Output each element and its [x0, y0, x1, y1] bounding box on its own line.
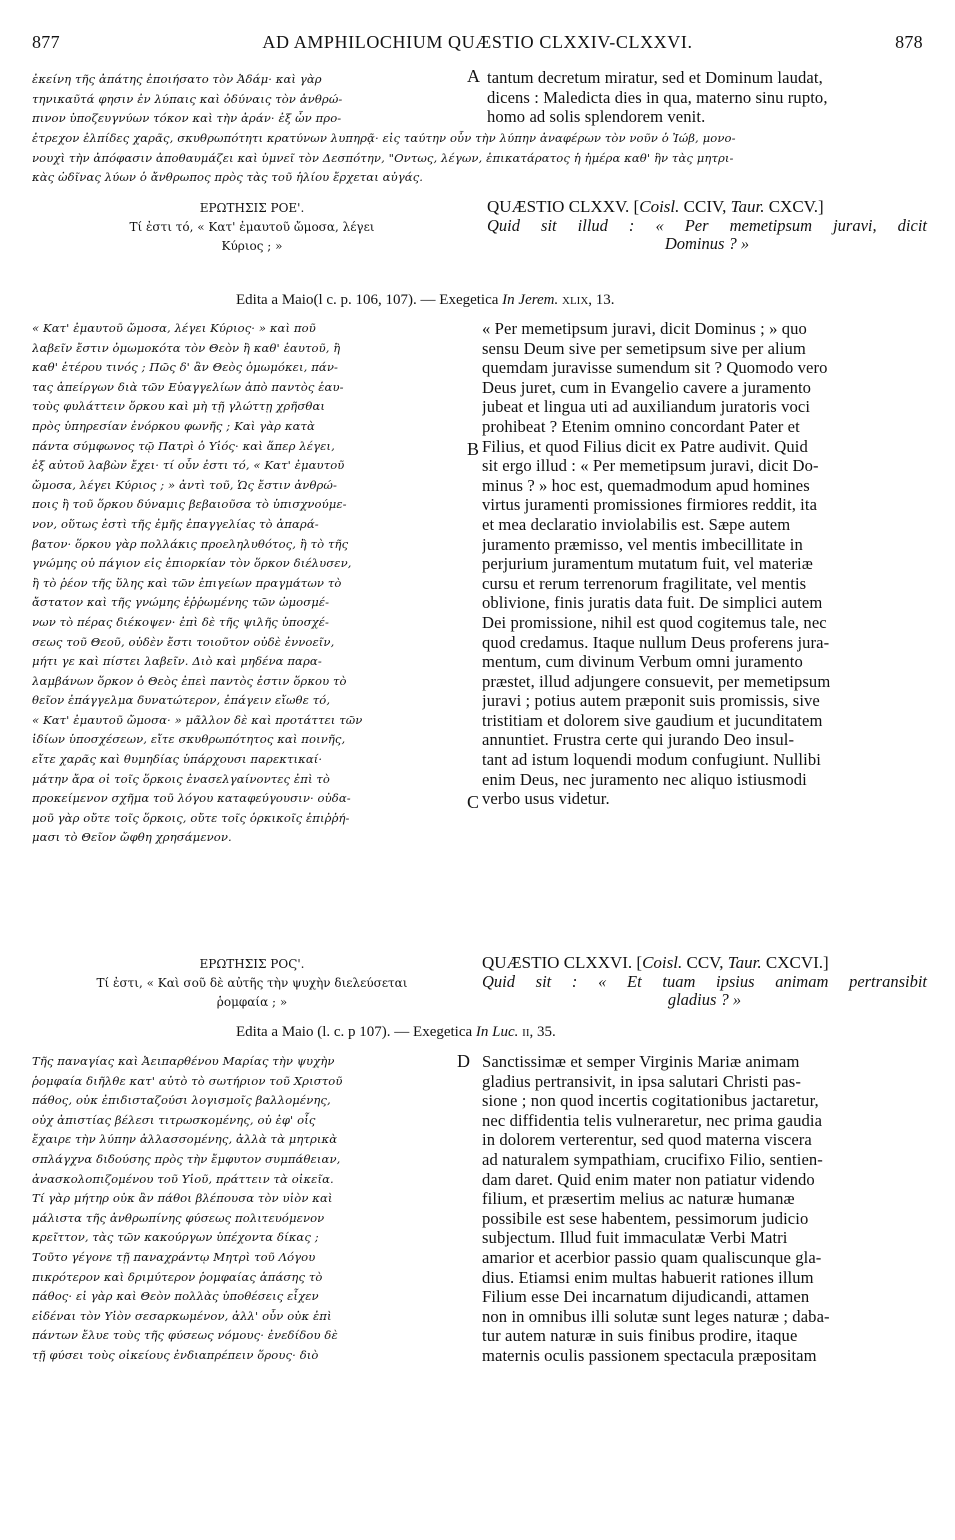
text-line: sit ergo illud : « Per memetipsum juravi, dicit Do-	[482, 456, 819, 476]
text-line: jubeat et lingua uti ad auxiliandum juratoris voci	[482, 397, 811, 417]
q175-latin-body	[482, 319, 927, 809]
text-line: homo ad solis splendorem venit.	[487, 107, 706, 127]
text-line: oblivione, finis juratis data fuit. De simplici autem	[482, 593, 823, 613]
text-line: μάλιστα τῆς ἀνθρωπίνης φύσεως πολιτευόμενον	[32, 1210, 325, 1225]
text-line: in dolorem verterentur, sed quod materna viscera	[482, 1130, 812, 1150]
text-line: sensu Deum sive per semetipsum sive per alium	[482, 338, 806, 358]
text-line: βατον· ὅρκου γὰρ πολλάκις προεληλυθότος, ἢ τὸ τῆς	[32, 536, 349, 551]
text-line: quemdam juravisse sumendum sit ? Quomodo vero	[482, 358, 828, 378]
text-line: « Κατ' ἐμαυτοῦ ὤμοσα, λέγει Κύριος· » καὶ ποῦ	[32, 321, 316, 335]
q176-latin-heading-block	[482, 953, 927, 1009]
text-line: præstet, illud adjungere consuevit, per memetipsum	[482, 671, 831, 691]
text-line: τας ἀπείργων διὰ τῶν Εὐαγγελίων ἀπὸ παντὸς ἑαυ-	[32, 379, 344, 394]
text-line: νων τὸ πέρας διέκοψεν· ἐπὶ δὲ τῆς ψιλῆς ὑποσχέ-	[32, 614, 330, 629]
running-title: AD AMPHILOCHIUM QUÆSTIO CLXXIV-CLXXVI.	[262, 32, 693, 52]
left-page-number: 877	[32, 32, 60, 52]
q176-edition-note: Edita a Maio (l. c. p 107). — Exegetica In Luc. ii, 35.	[236, 1024, 556, 1040]
latin-question-text: Dominus ? »	[664, 234, 750, 253]
text-line: Filius, et quod Filius dicit ex Patre audivit. Quid	[482, 436, 808, 456]
text-line: τοὺς φυλάττειν ὅρκου καὶ μὴ τῇ γλώττῃ χρῆσθαι	[32, 399, 326, 414]
q176-greek-body	[32, 1052, 470, 1366]
greek-question-text: ῥομφαία ; »	[216, 995, 288, 1009]
q175-greek-heading-block	[32, 199, 472, 256]
q176-latin-body	[482, 1052, 927, 1366]
text-line: enim Deus, nec juramento nec aliquo istiusmodi	[482, 769, 807, 789]
text-line: εἴτε χαρᾶς καὶ θυμηδίας ὑπάρχουσι παρεκτικαί·	[32, 752, 323, 767]
text-line: non in omnibus illi solutæ sunt leges naturæ ; daba-	[482, 1306, 830, 1326]
text-line: ἐτρεχον ἐλπίδες χαρᾶς, σκυθρωπότητι κρατύνων λυπηρᾷ· εἰς ταύτην οὖν τὴν λύπην ἀναφέρων τὸν νοῦν ὁ Ἰώβ, μονο-	[32, 131, 736, 145]
text-line: Deus juret, cum in Evangelio cavere a juramento	[482, 377, 812, 397]
text-line: πάθος, οὐκ ἐπιδισταζούσι λογισμοῖς βαλλομένης,	[32, 1093, 331, 1108]
latin-question-text: gladius ? »	[667, 990, 742, 1009]
greek-question-text: Κύριος ; »	[221, 239, 283, 253]
text-line: Τῆς παναγίας καὶ Ἀειπαρθένου Μαρίας τὴν ψυχὴν	[32, 1054, 335, 1068]
text-line: juravi ; potius autem præponit suis promissis, sive	[482, 691, 820, 711]
top-greek-column	[32, 70, 470, 129]
text-line: ποις ἢ τοῦ ὅρκου δύναμις βεβαιοῦσα τὸ ὑπισχνούμε-	[32, 497, 347, 512]
text-line: minus ? » hoc est, quemadmodum apud homines	[482, 475, 810, 495]
text-line: sione ; non quod incertis cogitationibus jactaretur,	[482, 1091, 819, 1111]
text-line: prohibeat ? Etenim omnino concordant Pater et	[482, 416, 800, 436]
running-header	[32, 32, 923, 58]
greek-question-text: Τί ἐστι τό, « Κατ' ἐμαυτοῦ ὤμοσα, λέγει	[129, 220, 375, 234]
text-line: ἄστατον καὶ τῆς γνώμης ἐῤῥωμένης τῶν ὠμοσμέ-	[32, 595, 330, 610]
text-line: tantum decretum miratur, sed et Dominum laudat,	[487, 68, 823, 87]
text-line: Τί γὰρ μήτηρ οὐκ ἂν πάθοι βλέπουσα τὸν υἱὸν καὶ	[32, 1191, 333, 1206]
q175-edition-note: Edita a Maio(l c. p. 106, 107). — Exegetica In Jerem. xlix, 13.	[236, 292, 615, 308]
text-line: οὐχ ἀπιστίας βέλεσι τιτρωσκομένης, οὐ ἐφ' οἷς	[32, 1112, 316, 1127]
text-line: σεως τοῦ Θεοῦ, οὐδὲν ἔστι τοιοῦτον οὐδὲ ἐννοεῖν,	[32, 634, 335, 649]
text-line: Τοῦτο γέγονε τῇ παναχράντῳ Μητρὶ τοῦ Λόγου	[32, 1249, 316, 1264]
q175-greek-body	[32, 319, 470, 848]
text-line: tristitiam et dolorem sive gaudium et jucunditatem	[482, 710, 823, 730]
text-line: et mea declaratio inviolabilis est. Sæpe autem	[482, 514, 791, 534]
text-line: ἰδίων ὑποσχέσεων, εἴτε σκυθρωπότητος καὶ ποινῆς,	[32, 732, 346, 747]
column-marker-a: A	[467, 66, 480, 86]
text-line: « Κατ' ἐμαυτοῦ ὤμοσα· » μᾶλλον δὲ καὶ προτάττει τῶν	[32, 712, 363, 727]
text-line: ἢ τὸ ῥέον τῆς ὕλης καὶ τῶν ἐπιγείων πραγμάτων τὸ	[32, 575, 342, 590]
text-line: θεῖον ἐπάγγελμα δυνατώτερον, ἐπάγειν εἴωθε τό,	[32, 693, 331, 708]
text-line: subjectum. Illud fuit immaculatæ Verbi Matri	[482, 1228, 788, 1248]
q175-latin-heading-block	[487, 197, 927, 253]
text-line: λαβεῖν ἔστιν ὀμωμοκότα τὸν Θεὸν ἢ καθ' ἑαυτοῦ, ἢ	[32, 340, 341, 355]
text-line: πάθος· εἰ γὰρ καὶ Θεὸν πολλὰς ὑποθέσεις εἶχεν	[32, 1289, 319, 1304]
column-marker-b: B	[467, 439, 480, 459]
latin-question-heading: QUÆSTIO CLXXVI. [Coisl. CCV, Taur. CXCVI.]	[482, 953, 829, 972]
text-line: κὰς ὠδῖνας λύων ὁ ἄνθρωπος πρὸς τὰς τοῦ ἡλίου ἔρχεται αὐγάς.	[32, 170, 424, 185]
text-line: Dei promissione, nihil est quod cogitemus tale, nec	[482, 612, 827, 632]
text-line: quod credamus. Itaque nullum Deus proferens jura-	[482, 632, 830, 652]
text-line: Sanctissimæ et semper Virginis Mariæ animam	[482, 1052, 800, 1071]
text-line: possibile est sese habentem, pessimorum judicio	[482, 1208, 809, 1228]
text-line: μάτην ἄρα οἱ τοῖς ὅρκοις ἐνασελγαίνοντες ἐπὶ τὸ	[32, 771, 330, 786]
text-line: γνώμης οὐ πάγιον εἰς ἐπιορκίαν τὸν ὅρκον διέλυσεν,	[32, 556, 352, 571]
column-marker-c: C	[467, 792, 480, 812]
text-line: tant ad istum loquendi modum confugiunt. Nullibi	[482, 750, 821, 770]
text-line: maternis oculis passionem spectacula præpositam	[482, 1345, 817, 1365]
text-line: ὤμοσα, λέγει Κύριος ; » ἀντὶ τοῦ, Ὡς ἔστιν ἀνθρώ-	[32, 477, 338, 492]
text-line: dicens : Maledicta dies in qua, materno sinu rupto,	[487, 87, 828, 107]
greek-question-heading: ΕΡΩΤΗΣΙΣ ΡΟϚ'.	[199, 957, 305, 971]
text-line: cursu et rerum terrenorum fragilitate, vel mentis	[482, 573, 807, 593]
text-line: πάντων ἔλυε τοὺς τῆς φύσεως νόμους· ἐνεδίδου δὲ	[32, 1328, 338, 1343]
text-line: ἀνασκολοπιζομένου τοῦ Υἱοῦ, πράττειν τὰ οἰκεῖα.	[32, 1171, 334, 1186]
text-line: μασι τὸ Θεῖον ὤφθη χρησάμενον.	[32, 830, 232, 845]
text-line: πρὸς ὑπηρεσίαν ἐνόρκου φωνῆς ; Καὶ γὰρ κατὰ	[32, 418, 315, 433]
text-line: dius. Etiamsi enim multas habuerit rationes illum	[482, 1267, 814, 1287]
text-line: filium, et præsertim melius ac naturæ humanæ	[482, 1189, 795, 1209]
text-line: σπλάγχνα διδούσης πρὸς τὴν ἔμφυτον συμπάθειαν,	[32, 1151, 341, 1166]
greek-question-text: Τί ἐστι, « Καὶ σοῦ δὲ αὐτῆς τὴν ψυχὴν διελεύσεται	[96, 976, 408, 990]
top-greek-full	[32, 129, 927, 188]
text-line: Filium esse Dei incarnatum dijudicandi, attamen	[482, 1287, 810, 1307]
column-marker-d: D	[457, 1051, 470, 1071]
text-line: nec diffidentia telis vulneraretur, nec prima gaudia	[482, 1110, 823, 1130]
text-line: κρεῖττον, τὰς τῶν κακούργων ὑπέχοντα δίκας ;	[32, 1230, 319, 1245]
text-line: μήτι γε καὶ πίστει λαβεῖν. Διὸ καὶ μηδένα παρα-	[32, 654, 322, 669]
text-line: ἔχαιρε τὴν λύπην ἀλλασσομένης, ἀλλὰ τὰ μητρικὰ	[32, 1132, 338, 1147]
text-line: προκείμενον σχῆμα τοῦ λόγου καταφεύγουσιν· οὐδα-	[32, 791, 351, 806]
text-line: καθ' ἑτέρου τινός ; Πῶς δ' ἂν Θεὸς ὀμωμόκει, πάν-	[32, 360, 339, 375]
latin-question-text: Quid sit : « Et tuam ipsius animam pertransibit	[482, 972, 927, 991]
text-line: μοῦ γὰρ οὔτε τοῖς ὅρκοις, οὔτε τοῖς ὁρκικοῖς ἐπιῤῥή-	[32, 810, 350, 825]
text-line: ἐκείνη τῆς ἀπάτης ἐποιήσατο τὸν Ἀδάμ· καὶ γὰρ	[32, 72, 322, 86]
text-line: νον, οὕτως ἐστὶ τῆς ἐμῆς ἐπαγγελίας τὸ ἀπαρά-	[32, 516, 319, 531]
right-page-number: 878	[895, 32, 923, 52]
text-line: virtus juramenti promissiones firmiores reddit, ita	[482, 495, 818, 515]
text-line: νουχὶ τὴν ἀπόφασιν ἀποθαυμάζει καὶ ὑμνεῖ τὸν Δεσπότην, "Οντως, λέγων, ἐπικατάρατος ἡ ἡμέρα καθ' ἣν τὰς μητρι-	[32, 150, 734, 165]
text-line: mentum, cum divinum Verbum omni juramento	[482, 652, 803, 672]
text-line: verbo usus videtur.	[482, 789, 610, 809]
text-line: ad naturalem sympathiam, crucifixo Filio, sentien-	[482, 1149, 823, 1169]
text-line: dam daret. Quid enim mater non patiatur videndo	[482, 1169, 815, 1189]
text-line: annuntiet. Frustra certe qui jurando Deo insul-	[482, 730, 795, 750]
text-line: tur autem naturæ in suis finibus prodire, itaque	[482, 1326, 798, 1346]
text-line: τηνικαῦτά φησιν ἐν λύπαις καὶ ὀδύναις τὸν ἀνθρώ-	[32, 91, 343, 106]
text-line: gladius pertransivit, in ipsa salutari Christi pas-	[482, 1071, 801, 1091]
text-line: juramento præmisso, vel mentis imbecillitate in	[482, 534, 803, 554]
q176-greek-heading-block	[32, 955, 472, 1012]
text-line: τῇ φύσει τοὺς οἰκείους ἐνδιαπρέπειν ὅρους· διὸ	[32, 1347, 319, 1362]
greek-question-heading: ΕΡΩΤΗΣΙΣ ΡΟΕ'.	[199, 201, 305, 215]
top-latin-column	[487, 68, 927, 127]
text-line: « Per memetipsum juravi, dicit Dominus ; » quo	[482, 319, 807, 338]
text-line: amarior et acerbior passio quam qualiscunque gla-	[482, 1247, 822, 1267]
text-line: εἰδέναι τὸν Υἱὸν σεσαρκωμένον, ἀλλ' οὖν οὐκ ἐπὶ	[32, 1308, 332, 1323]
text-line: ῥομφαία διῆλθε κατ' αὐτὸ τὸ σωτήριον τοῦ Χριστοῦ	[32, 1073, 343, 1088]
text-line: perjurium juramentum mutatum fuit, vel materiæ	[482, 554, 813, 574]
text-line: ἐξ αὐτοῦ λαβὼν ἔχει· τί οὖν ἐστι τό, « Κατ' ἐμαυτοῦ	[32, 458, 345, 473]
text-line: πάντα σύμφωνος τῷ Πατρὶ ὁ Υἱός· καὶ ἅπερ λέγει,	[32, 438, 335, 453]
latin-question-text: Quid sit illud : « Per memetipsum juravi, dicit	[487, 216, 927, 235]
text-line: πινον ὑποζευγνύων τόκον καὶ τὴν ἀράν· ἐξ ὧν προ-	[32, 111, 342, 126]
text-line: πικρότερον καὶ δριμύτερον ῥομφαίας ἁπάσης τὸ	[32, 1269, 323, 1284]
text-line: λαμβάνων ὅρκον ὁ Θεὸς ἐπεὶ παντὸς ἐστιν ὅρκου τὸ	[32, 673, 347, 688]
latin-question-heading: QUÆSTIO CLXXV. [Coisl. CCIV, Taur. CXCV.]	[487, 197, 824, 216]
